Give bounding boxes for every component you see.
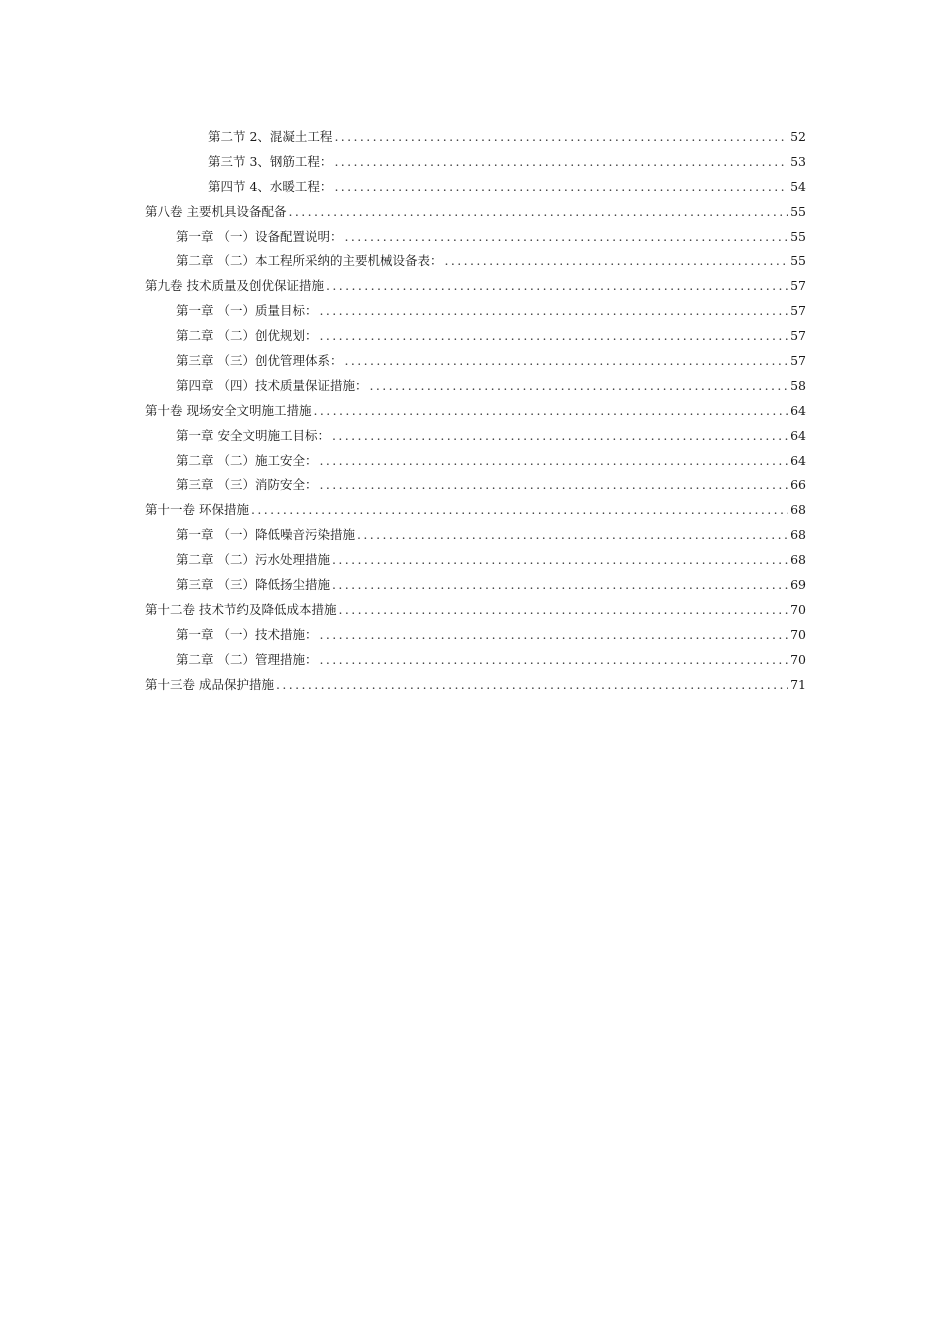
toc-entry-title: 第四章 （四）技术质量保证措施： <box>176 377 368 393</box>
toc-entry[interactable] <box>145 125 806 150</box>
toc-entry[interactable] <box>145 274 806 299</box>
toc-entry-page-number: 54 <box>790 178 806 194</box>
toc-entry-page-number: 70 <box>790 651 806 667</box>
toc-entry-page-number: 58 <box>790 377 806 393</box>
toc-entry-title: 第一章 （一）技术措施： <box>176 626 318 642</box>
toc-entry-page-number: 64 <box>790 402 806 418</box>
toc-entry-page-number: 64 <box>790 452 806 468</box>
toc-entry-page-number: 57 <box>790 353 806 369</box>
toc-entry[interactable] <box>145 473 806 498</box>
toc-entry[interactable] <box>145 523 806 548</box>
toc-entry-page-number: 70 <box>790 601 806 617</box>
toc-entry[interactable] <box>145 399 806 424</box>
toc-entry[interactable] <box>145 324 806 349</box>
toc-dot-leader <box>332 548 788 573</box>
toc-dot-leader <box>332 573 788 598</box>
toc-entry[interactable] <box>145 673 806 698</box>
toc-entry-page-number: 55 <box>790 253 806 269</box>
toc-entry[interactable] <box>145 648 806 673</box>
toc-dot-leader <box>334 125 788 150</box>
toc-dot-leader <box>319 324 788 349</box>
toc-entry-page-number: 71 <box>790 676 806 692</box>
toc-entry-title: 第二节 2、混凝土工程 <box>208 129 333 144</box>
toc-entry-title: 第十卷 现场安全文明施工措施 <box>145 402 312 418</box>
toc-entry-title: 第三章 （三）创优管理体系： <box>176 353 343 369</box>
toc-dot-leader <box>444 249 788 274</box>
toc-dot-leader <box>319 623 788 648</box>
toc-entry-title: 第三节 3、钢筋工程： <box>208 153 333 169</box>
toc-entry[interactable] <box>145 200 806 225</box>
toc-entry[interactable] <box>145 598 806 623</box>
toc-entry-page-number: 55 <box>790 228 806 244</box>
toc-entry-page-number: 68 <box>790 527 806 543</box>
toc-entry-title: 第一章 （一）质量目标： <box>176 303 318 319</box>
toc-entry-title: 第四节 4、水暖工程： <box>208 178 333 194</box>
toc-entry[interactable] <box>145 299 806 324</box>
toc-entry[interactable] <box>145 424 806 449</box>
toc-entry-page-number: 52 <box>790 129 806 144</box>
toc-entry[interactable] <box>145 548 806 573</box>
toc-entry-title: 第二章 （二）本工程所采纳的主要机械设备表： <box>176 253 443 269</box>
toc-dot-leader <box>326 274 788 299</box>
toc-entry-title: 第一章 （一）降低噪音污染措施 <box>176 527 355 543</box>
toc-entry-page-number: 69 <box>790 577 806 593</box>
toc-entry[interactable] <box>145 573 806 598</box>
toc-dot-leader <box>369 374 788 399</box>
toc-entry-title: 第二章 （二）管理措施： <box>176 651 318 667</box>
toc-entry-page-number: 70 <box>790 626 806 642</box>
toc-dot-leader <box>251 498 788 523</box>
toc-dot-leader <box>357 523 788 548</box>
toc-dot-leader <box>288 200 788 225</box>
toc-dot-leader <box>319 473 788 498</box>
toc-entry-page-number: 57 <box>790 328 806 344</box>
toc-entry-title: 第二章 （二）创优规划： <box>176 328 318 344</box>
toc-entry-title: 第十三卷 成品保护措施 <box>145 676 274 692</box>
toc-dot-leader <box>276 673 788 698</box>
toc-entry-title: 第三章 （三）降低扬尘措施 <box>176 577 330 593</box>
toc-entry-page-number: 68 <box>790 552 806 568</box>
toc-entry-title: 第二章 （二）污水处理措施 <box>176 552 330 568</box>
toc-entry[interactable] <box>145 249 806 274</box>
toc-dot-leader <box>344 349 788 374</box>
toc-entry-title: 第十二卷 技术节约及降低成本措施 <box>145 601 337 617</box>
toc-entry-title: 第八卷 主要机具设备配备 <box>145 203 287 219</box>
toc-dot-leader <box>319 449 788 474</box>
toc-entry-title: 第一章 （一）设备配置说明： <box>176 228 343 244</box>
toc-entry-title: 第二章 （二）施工安全： <box>176 452 318 468</box>
toc-entry[interactable] <box>145 449 806 474</box>
toc-dot-leader <box>334 175 788 200</box>
toc-dot-leader <box>313 399 788 424</box>
toc-entry-page-number: 53 <box>790 153 806 169</box>
table-of-contents <box>145 125 806 697</box>
toc-entry[interactable] <box>145 225 806 250</box>
toc-dot-leader <box>319 299 788 324</box>
toc-dot-leader <box>344 225 788 250</box>
toc-entry-title: 第三章 （三）消防安全： <box>176 477 318 493</box>
toc-entry-title: 第一章 安全文明施工目标： <box>176 427 330 443</box>
toc-dot-leader <box>319 648 788 673</box>
toc-entry-page-number: 66 <box>790 477 806 493</box>
toc-entry[interactable] <box>145 150 806 175</box>
toc-entry-title: 第十一卷 环保措施 <box>145 502 249 518</box>
toc-entry[interactable] <box>145 623 806 648</box>
toc-entry-page-number: 57 <box>790 278 806 294</box>
toc-entry-page-number: 68 <box>790 502 806 518</box>
toc-entry-page-number: 64 <box>790 427 806 443</box>
toc-dot-leader <box>338 598 788 623</box>
toc-entry-title: 第九卷 技术质量及创优保证措施 <box>145 278 324 294</box>
toc-entry[interactable] <box>145 374 806 399</box>
toc-entry[interactable] <box>145 498 806 523</box>
toc-entry-page-number: 57 <box>790 303 806 319</box>
toc-entry[interactable] <box>145 175 806 200</box>
toc-entry[interactable] <box>145 349 806 374</box>
toc-dot-leader <box>334 150 788 175</box>
toc-entry-page-number: 55 <box>790 203 806 219</box>
toc-dot-leader <box>332 424 788 449</box>
